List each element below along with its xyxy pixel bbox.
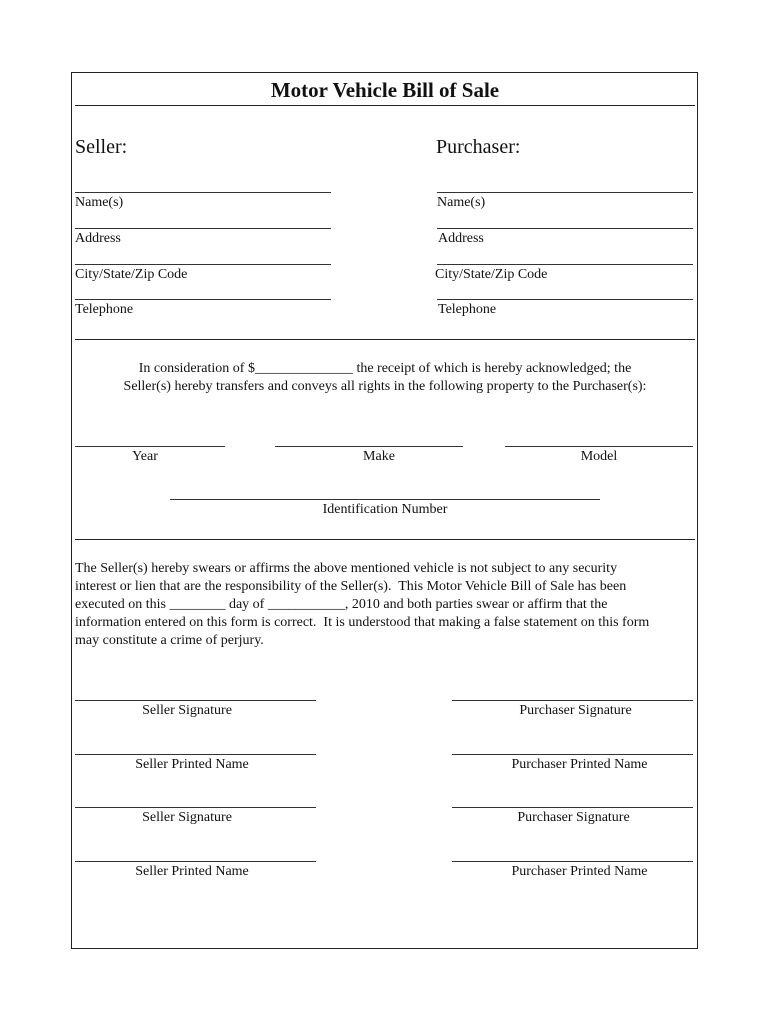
section-divider-1 bbox=[75, 339, 695, 340]
seller-signature-line-2[interactable] bbox=[75, 807, 316, 808]
seller-telephone-label: Telephone bbox=[75, 302, 134, 317]
purchaser-printed-name-line-2[interactable] bbox=[452, 861, 693, 862]
form-title: Motor Vehicle Bill of Sale bbox=[270, 78, 500, 102]
seller-signature-label-2: Seller Signature bbox=[142, 810, 232, 825]
purchaser-signature-label-2: Purchaser Signature bbox=[517, 810, 630, 825]
seller-name-label: Name(s) bbox=[75, 195, 124, 210]
affirmation-line-3: executed on this ________ day of ___________, 2010 and both parties swear or affirm that the bbox=[75, 597, 608, 612]
title-divider bbox=[75, 105, 695, 106]
seller-printed-name-line-1[interactable] bbox=[75, 754, 316, 755]
purchaser-signature-line-1[interactable] bbox=[452, 700, 693, 701]
identification-number-line[interactable] bbox=[170, 499, 600, 500]
purchaser-heading: Purchaser: bbox=[436, 136, 521, 158]
year-line[interactable] bbox=[75, 446, 225, 447]
seller-address-label: Address bbox=[75, 231, 121, 246]
purchaser-name-label: Name(s) bbox=[437, 195, 486, 210]
purchaser-name-line[interactable] bbox=[437, 192, 693, 193]
seller-telephone-line[interactable] bbox=[75, 299, 331, 300]
seller-printed-name-label-2: Seller Printed Name bbox=[135, 864, 249, 879]
purchaser-address-label: Address bbox=[438, 231, 484, 246]
identification-number-label: Identification Number bbox=[322, 502, 448, 517]
seller-city-line[interactable] bbox=[75, 264, 331, 265]
seller-signature-line-1[interactable] bbox=[75, 700, 316, 701]
model-label: Model bbox=[580, 449, 618, 464]
purchaser-telephone-label: Telephone bbox=[438, 302, 497, 317]
purchaser-signature-line-2[interactable] bbox=[452, 807, 693, 808]
affirmation-line-4: information entered on this form is correct. It is understood that making a false statement on this form bbox=[75, 615, 650, 630]
purchaser-printed-name-line-1[interactable] bbox=[452, 754, 693, 755]
seller-address-line[interactable] bbox=[75, 228, 331, 229]
purchaser-city-line[interactable] bbox=[437, 264, 693, 265]
seller-signature-label-1: Seller Signature bbox=[142, 703, 232, 718]
purchaser-printed-name-label-2: Purchaser Printed Name bbox=[511, 864, 648, 879]
affirmation-line-5: may constitute a crime of perjury. bbox=[75, 633, 264, 648]
seller-name-line[interactable] bbox=[75, 192, 331, 193]
purchaser-telephone-line[interactable] bbox=[437, 299, 693, 300]
seller-city-label: City/State/Zip Code bbox=[75, 267, 188, 282]
seller-printed-name-label-1: Seller Printed Name bbox=[135, 757, 249, 772]
consideration-line-2: Seller(s) hereby transfers and conveys all rights in the following property to the Purchaser(s): bbox=[123, 379, 647, 394]
make-label: Make bbox=[363, 449, 395, 464]
seller-heading: Seller: bbox=[75, 136, 128, 158]
model-line[interactable] bbox=[505, 446, 693, 447]
section-divider-2 bbox=[75, 539, 695, 540]
purchaser-address-line[interactable] bbox=[437, 228, 693, 229]
seller-printed-name-line-2[interactable] bbox=[75, 861, 316, 862]
purchaser-city-label: City/State/Zip Code bbox=[435, 267, 548, 282]
affirmation-line-1: The Seller(s) hereby swears or affirms the above mentioned vehicle is not subject to any security bbox=[75, 561, 618, 576]
year-label: Year bbox=[132, 449, 158, 464]
affirmation-line-2: interest or lien that are the responsibility of the Seller(s). This Motor Vehicle Bill of Sale has been bbox=[75, 579, 627, 594]
purchaser-printed-name-label-1: Purchaser Printed Name bbox=[511, 757, 648, 772]
consideration-line-1: In consideration of $______________ the receipt of which is hereby acknowledged; the bbox=[138, 361, 632, 376]
purchaser-signature-label-1: Purchaser Signature bbox=[519, 703, 632, 718]
make-line[interactable] bbox=[275, 446, 463, 447]
